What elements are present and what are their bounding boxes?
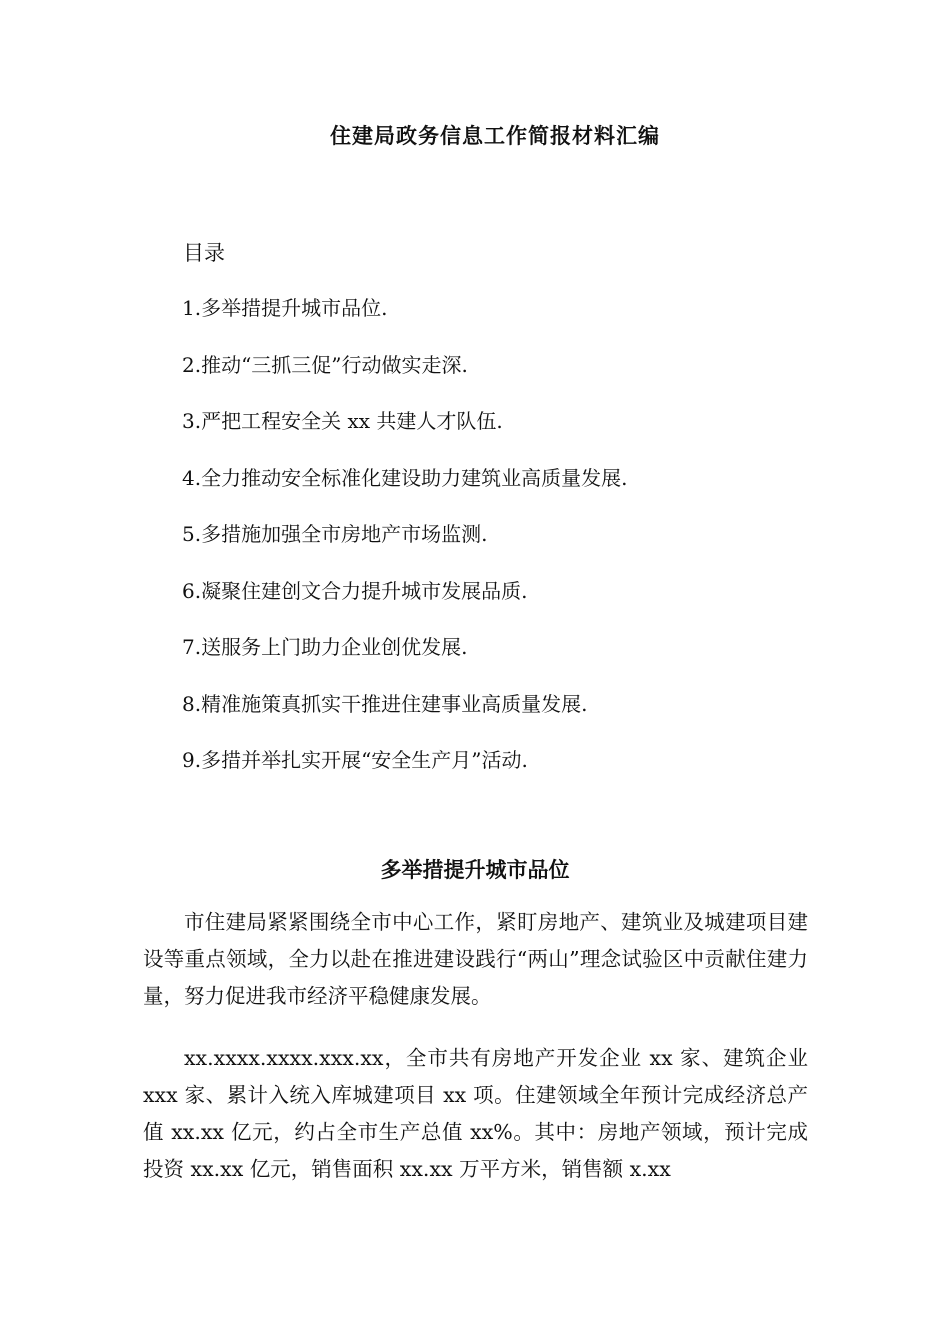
body-paragraph: xx.xxxx.xxxx.xxx.xx，全市共有房地产开发企业 xx 家、建筑企业 xxx 家、累计入统入库城建项目 xx 项。住建领域全年预计完成经济总产值 xx.xx 亿元，约占全市生产总值 xx%。其中：房地产领域，预计完成投资 xx.xx 亿元，销售面积 xx.xx 万平方米，销售额 x.xx <box>143 1046 808 1181</box>
toc-item: 3.严把工程安全关 xx 共建人才队伍. <box>182 409 503 433</box>
toc-item: 8.精准施策真抓实干推进住建事业高质量发展. <box>182 691 588 716</box>
toc-item: 4.全力推动安全标准化建设助力建筑业高质量发展. <box>182 465 628 490</box>
toc-heading: 目录 <box>183 241 225 265</box>
toc-item: 1.多举措提升城市品位. <box>182 296 388 320</box>
toc-list <box>182 294 627 803</box>
document-title: 住建局政务信息工作简报材料汇编 <box>330 124 660 148</box>
toc-item: 5.多措施加强全市房地产市场监测. <box>182 522 488 546</box>
body-paragraph: 市住建局紧紧围绕全市中心工作，紧盯房地产、建筑业及城建项目建设等重点领域，全力以赴在推进建设践行“两山”理念试验区中贡献住建力量，努力促进我市经济平稳健康发展。 <box>143 910 808 1008</box>
toc-item: 7.送服务上门助力企业创优发展. <box>182 635 468 659</box>
toc-item: 6.凝聚住建创文合力提升城市发展品质. <box>182 578 528 603</box>
toc-item: 2.推动“三抓三促”行动做实走深. <box>182 352 468 377</box>
toc-item: 9.多措并举扎实开展“安全生产月”活动. <box>182 748 528 772</box>
section-title: 多举措提升城市品位 <box>380 858 570 882</box>
